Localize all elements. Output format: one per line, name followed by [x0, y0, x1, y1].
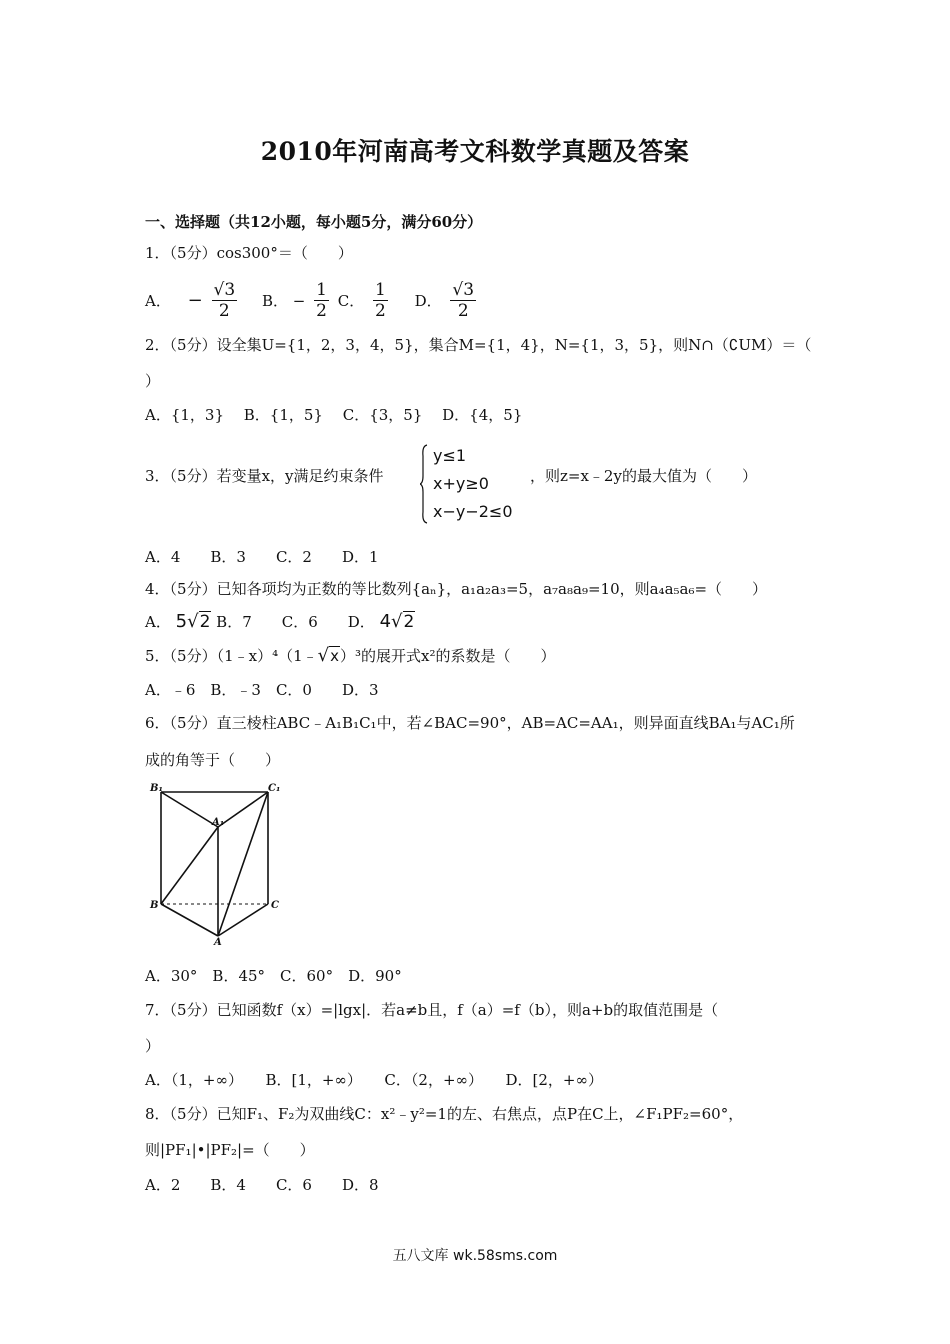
label-b1: B₁ — [150, 783, 163, 794]
q1-a-denominator: 2 — [218, 301, 230, 321]
q2-stem: 2．（5分）设全集U={1，2，3，4，5}，集合M={1，4}，N={1，3，5}，则N∩（∁UM）＝（ — [145, 336, 812, 354]
q1-option-d-fraction — [450, 280, 476, 321]
q8-options: A．2 B．4 C．6 D．8 — [145, 1176, 379, 1194]
q1-b-denominator: 2 — [316, 301, 327, 321]
q5-radical: √x — [317, 645, 340, 666]
segment-ac1 — [218, 792, 268, 936]
q7-options: A．（1，+∞） B．[1，+∞） C．（2，+∞） D．[2，+∞） — [145, 1071, 603, 1089]
label-a1: A₁ — [212, 817, 225, 828]
brace-icon — [420, 444, 428, 524]
q1-option-b-sign: − — [292, 291, 306, 310]
label-b: B — [150, 900, 159, 911]
label-c: C — [271, 900, 279, 911]
q1-option-a-sign: − — [187, 289, 203, 311]
q2-options: A．{1，3} B．{1，5} C．{3，5} D．{4，5} — [145, 406, 523, 424]
q4-options-bcd: B．7 C．6 D． — [216, 613, 375, 631]
q4-stem: 4．（5分）已知各项均为正数的等比数列{aₙ}，a₁a₂a₃=5，a₇a₈a₉=10，则a₄a₅a₆=（ ） — [145, 580, 768, 598]
q3-stem-pre: 3．（5分）若变量x，y满足约束条件 — [145, 467, 384, 485]
footer-watermark: 五八文库 wk.58sms.com — [392, 1248, 558, 1264]
q7-stem-end: ） — [145, 1037, 161, 1055]
edge-b1a1 — [161, 792, 218, 827]
q1-option-a-label: A． — [145, 291, 171, 310]
q4-option-a-radical: √2 — [187, 611, 211, 632]
edge-c1a1 — [218, 792, 268, 827]
q5-radicand: x — [330, 647, 340, 665]
q8-stem-line-1: 8．（5分）已知F₁、F₂为双曲线C：x²﹣y²=1的左、右焦点，点P在C上，∠F₁PF₂=60°， — [145, 1105, 744, 1123]
segment-ba1 — [161, 827, 218, 904]
page-title: 2010年河南高考文科数学真题及答案 — [260, 137, 690, 166]
section-heading: 一、选择题（共12小题，每小题5分，满分60分） — [145, 213, 483, 231]
q1-options — [145, 280, 480, 321]
q3-stem-post: ，则z=x﹣2y的最大值为（ ） — [530, 467, 757, 485]
q1-d-denominator: 2 — [457, 301, 469, 321]
prism-figure — [148, 780, 283, 945]
label-a: A — [214, 937, 222, 945]
q2-stem-end: ） — [145, 372, 161, 390]
q1-option-c-fraction — [373, 280, 388, 321]
q5-stem-post: ）³的展开式x²的系数是（ ） — [340, 647, 556, 665]
q1-a-numerator: √3 — [213, 280, 236, 300]
edge-ca — [218, 904, 268, 936]
q3-constraint-1: y≤1 — [433, 446, 467, 465]
q4-options — [145, 612, 415, 632]
q6-stem-line-2: 成的角等于（ ） — [145, 751, 281, 769]
q3-options: A．4 B．3 C．2 D．1 — [145, 548, 379, 566]
q3-constraint-3: x−y−2≤0 — [433, 502, 513, 521]
q1-option-b-label: B． — [261, 291, 288, 310]
q3-constraint-2: x+y≥0 — [433, 474, 489, 493]
q1-c-denominator: 2 — [374, 301, 386, 321]
q1-option-c-label: C． — [337, 291, 365, 310]
edge-ba — [161, 904, 218, 936]
q8-stem-line-2: 则|PF₁|•|PF₂|=（ ） — [145, 1141, 315, 1159]
q1-stem: 1．（5分）cos300°＝（ ） — [145, 244, 353, 262]
q1-option-a-fraction — [212, 280, 238, 321]
q5-options: A．﹣6 B．﹣3 C．0 D．3 — [145, 681, 379, 699]
label-c1: C₁ — [268, 783, 281, 794]
q1-option-d-label: D． — [414, 291, 442, 310]
q4-option-d-coefficient: 4 — [379, 611, 392, 632]
q4-option-a-coefficient: 5 — [175, 611, 188, 632]
q1-option-b-fraction — [314, 280, 329, 321]
q4-option-a-label: A． — [145, 613, 171, 631]
q4-a-radicand: 2 — [199, 612, 211, 632]
q6-stem-line-1: 6．（5分）直三棱柱ABC﹣A₁B₁C₁中，若∠BAC=90°，AB=AC=AA₁，则异面直线BA₁与AC₁所 — [145, 714, 795, 732]
q4-option-d-radical: √2 — [391, 611, 415, 632]
q5-stem — [145, 646, 556, 666]
q5-stem-pre: 5．（5分）（1﹣x）⁴（1﹣ — [145, 647, 318, 665]
q1-d-numerator: √3 — [452, 280, 475, 300]
q1-c-numerator: 1 — [374, 280, 386, 300]
q4-d-radicand: 2 — [403, 612, 415, 632]
q7-stem: 7．（5分）已知函数f（x）=|lgx|．若a≠b且，f（a）=f（b），则a+b的取值范围是（ — [145, 1001, 719, 1019]
q1-b-numerator: 1 — [316, 280, 327, 300]
q6-options: A．30° B．45° C．60° D．90° — [145, 967, 402, 985]
